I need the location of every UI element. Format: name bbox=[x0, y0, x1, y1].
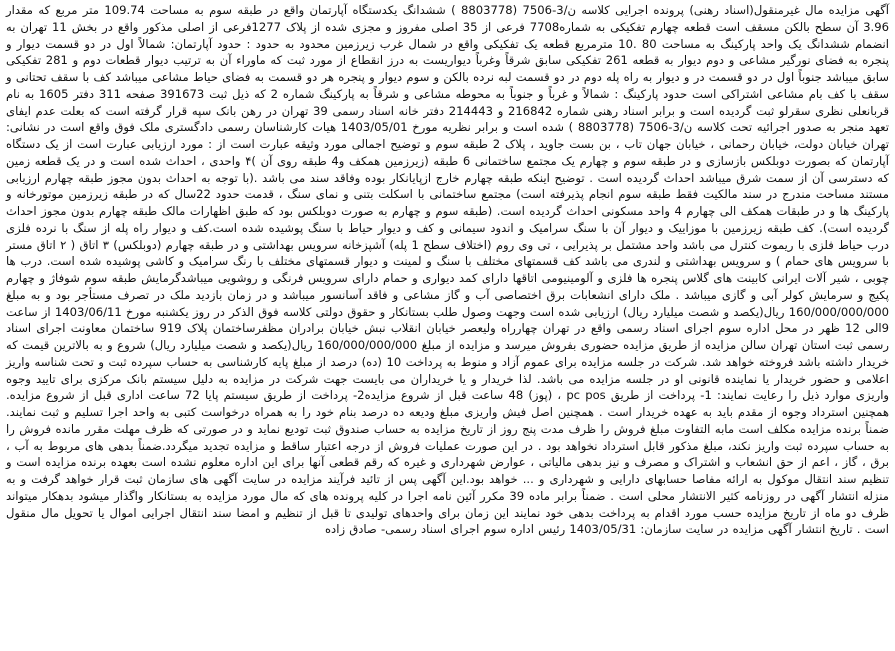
auction-notice-text: آگهی مزایده مال غیرمنقول(اسناد رهنی) پرونده اجرایی کلاسه ن/3-7506 (8803778 ) ششدانگ یکدستگاه آپارتمان واقع در طبقه سوم به مساحت 109.74 متر مربع که مقدار 3.96 آن سطح بالکن مسقف است قطعه چهارم تفکیکی به شماره7708 فرعی از 35 اصلی مفروز و مجزی شده از پلاک 1277فرعی از اصلی مذکور واقع در بخش 11 تهران به انضمام ششدانگ یک واحد پارکینگ به مساحت 80 .10 مترمربع قطعه یک تفکیکی واقع در شمال غرب زیرزمین محدود به حدود : حدود آپارتمان: شمالاً اول در دو قسمت دیوار و پنجره به فضای نورگیر مشاعی و دوم دیوار به قطعه 261 تفکیکی سابق شرقاً وغرباً دیواریست به درز انقطاع از مورد ثبت که ماوراء آن به ترتیب دیوار قطعات دوم و 281 تفکیکی سابق میباشد جنوباً اول در دو قسمت در و دیوار به راه پله دوم در دو قسمت لبه نرده بالکن و سوم دیوار و پنجره هر دو قسمت به فضای حیاط مشاعی میباشد کف با سقف تحتانی و سقف با کف بام مشاعی اشتراکی است حدود پارکینگ : شمالاً و غرباً و جنوباً به محوطه مشاعی و شرقاً به پارکینگ شماره 2 که ذیل ثبت 391673 صفحه 311 دفتر 1605 به نام قربانعلی نظری سقرلو ثبت گردیده است و برابر اسناد رهنی شماره 216842 و 214443 دفتر خانه اسناد رسمی 39 تهران در رهن بانک سپه قرار گرفته است که بعلت عدم ایفای تعهد منجر به صدور اجرائیه تحت کلاسه ن/3-7506 (8803778 ) شده است و برابر نظریه مورخ 1403/05/01 هیات کارشناسان رسمی دادگستری ملک فوق واقع است در نشانی: تهران خیابان دولت، خیابان رحمانی ، خیابان جهان تاب ، بن بست جاوید ، پلاک 2 طبقه سوم و توضیح اجمالی مورد وثیقه عبارت است از : مورد ارزیابی عبارت است از یک دستگاه آپارتمان که بصورت دوبلکس بازسازی و در طبقه سوم و چهارم یک مجتمع ساختمانی 6 طبقه (زیرزمین همکف و4 طبقه روی آن )۴ واحدی ، احداث شده است و در یک قطعه زمین که دسترسی آن از سمت شرق میباشد احداث گردیده است . توضیح اینکه طبقه چهارم خارج ازپایانکار بوده وفاقد سند می باشد .(با توجه به احداث بدون مجوز طبقه چهارم ارزیابی مستند مساحت مندرج در سند مالکیت فقط طبقه سوم انجام پذیرفته است) مجتمع ساختمانی با اسکلت بتنی و نمای سنگ ، قدمت حدود 22سال که در طبقه زیرزمین موتورخانه و پارکینگ ها و در طبقات همکف الی چهارم 4 واحد مسکونی احداث گردیده است. (طبقه سوم و چهارم به صورت دوبلکس بود که طبق اظهارات مالک طبقه چهارم بدون مجوز احداث گردیده است). کف طبقه زیرزمین با موزاییک و دیوار آن با سنگ سرامیک و اندود سیمانی و کف و دیوار حیاط با سنگ پوشیده شده است.کف و دیوار راه پله از سنگ با نرده فلزی درب حیاط فلزی با ریموت کنترل می باشد واحد مشتمل بر پذیرایی ، تی وی روم (اختلاف سطح 1 پله) آشپزخانه سرویس بهداشتی و در طبقه چهارم (دوبلکس) ۳ اتاق ( ۲ اتاق مستر با سرویس های حمام ) و سرویس بهداشتی و لندری می باشد کف قسمتهای مختلف با سنگ و لمینت و دیوار قسمتهای مختلف با رنگ سرامیک و کاشی پوشیده شده است. درب ها چوبی ، شیر آلات ایرانی کابینت های گلاس پنجره ها فلزی و آلومینیومی اتاقها دارای کمد دیواری و حمام دارای سرویس فرنگی و روشویی میباشدگرمایش طبقه سوم شوفاژ و چهارم پکیج و سرمایش کولر آبی و گازی میباشد . ملک دارای انشعابات برق اختصاصی آب و گاز مشاعی و فاقد آسانسور میباشد و در زمان بازدید ملک در تصرف مستأجر بود و به مبلغ 160/000/000/000 ریال(یکصد و شصت میلیارد ریال) ارزیابی شده است وجهت وصول طلب بستانکار و حقوق دولتی کلاسه فوق الذکر در روز یکشنبه مورخ 1403/06/11 از ساعت 9الی 12 ظهر در محل اداره سوم اجرای اسناد رسمی واقع در تهران چهارراه ولیعصر خیابان انقلاب نبش خیابان برادران مظفرساختمان پلاک 919 ساختمان معاونت اجرای اسناد رسمی ثبت استان تهران سالن مزایده از طریق مزایده حضوری بفروش میرسد و مزایده از مبلغ 160/000/000/000 ریال(یکصد و شصت میلیارد ریال) شروع و به بالاترین قیمت که خریدار داشته باشد فروخته خواهد شد. شرکت در جلسه مزایده برای عموم آزاد و منوط به پرداخت 10 (ده) درصد از مبلغ پایه کارشناسی به حساب سپرده ثبت و تحت شناسه واریز اعلامی و حضور خریدار یا نماینده قانونی او در جلسه مزایده می باشد. لذا خریدار و یا خریداران می بایست جهت شرکت در مزایده به دلیل سیستم بانک مرکزی برای تایید وجوه واریزی موارد ذیل را رعایت نمایند: 1- پرداخت از طریق pc pos ، (پوز) 48 ساعت قبل از شروع مزایده2- پرداخت از طریق سیستم پایا 72 ساعت اداری قبل از شروع مزایده. همچنین استرداد وجوه از مقدم باید به عهده خریدار است . همچنین اصل فیش واریزی مبلغ ودیعه ده درصد بنام خود را به همراه درخواست کتبی به واحد اجرا تسلیم و ثبت نمایند. ضمناً برنده مزایده مکلف است مابه التفاوت مبلغ فروش را ظرف مدت پنج روز از تاریخ مزایده به حساب صندوق ثبت تودیع نماید و در صورتی که ظرف مهلت مقرر مانده فروش را به حساب سپرده ثبت واریز نکند، مبلغ مذکور قابل استرداد نخواهد بود . در این صورت عملیات فروش از درجه اعتبار ساقط و مزایده تجدید میگردد.ضمناً بدهی های مربوط به آب ، برق ، گاز ، اعم از حق انشعاب و اشتراک و مصرف و نیز بدهی مالیاتی ، عوارض شهرداری و غیره که رقم قطعی آنها برای این اداره معلوم نشده است بعهده برنده مزایده است و تنظیم سند انتقال موکول به ارائه مفاصا حسابهای دارایی و شهرداری و ... خواهد بود.این آگهی پس از تائید فرآیند مزایده در سایت آگهی های سازمان ثبت قرار خواهد گرفت و به منزله انتشار آگهی در روزنامه کثیر الانتشار محلی است . ضمناً برابر ماده 39 مکرر آئین نامه اجرا در کلیه پرونده های که مال مورد مزایده به بستانکار واگذار میشود بدهکار میتواند ظرف دو ماه از تاریخ مزایده حسب مورد اقدام به پرداخت بدهی خود نمایند این زمان برای واحدهای تولیدی تا قبل از تنظیم و امضا سند انتقال اجرایی اموال یا تحویل مال منقول است . تاریخ انتشار آگهی مزایده در سایت سازمان: 1403/05/31 رئیس اداره سوم اجرای اسناد رسمی- صادق زاده bbox=[6, 3, 890, 537]
